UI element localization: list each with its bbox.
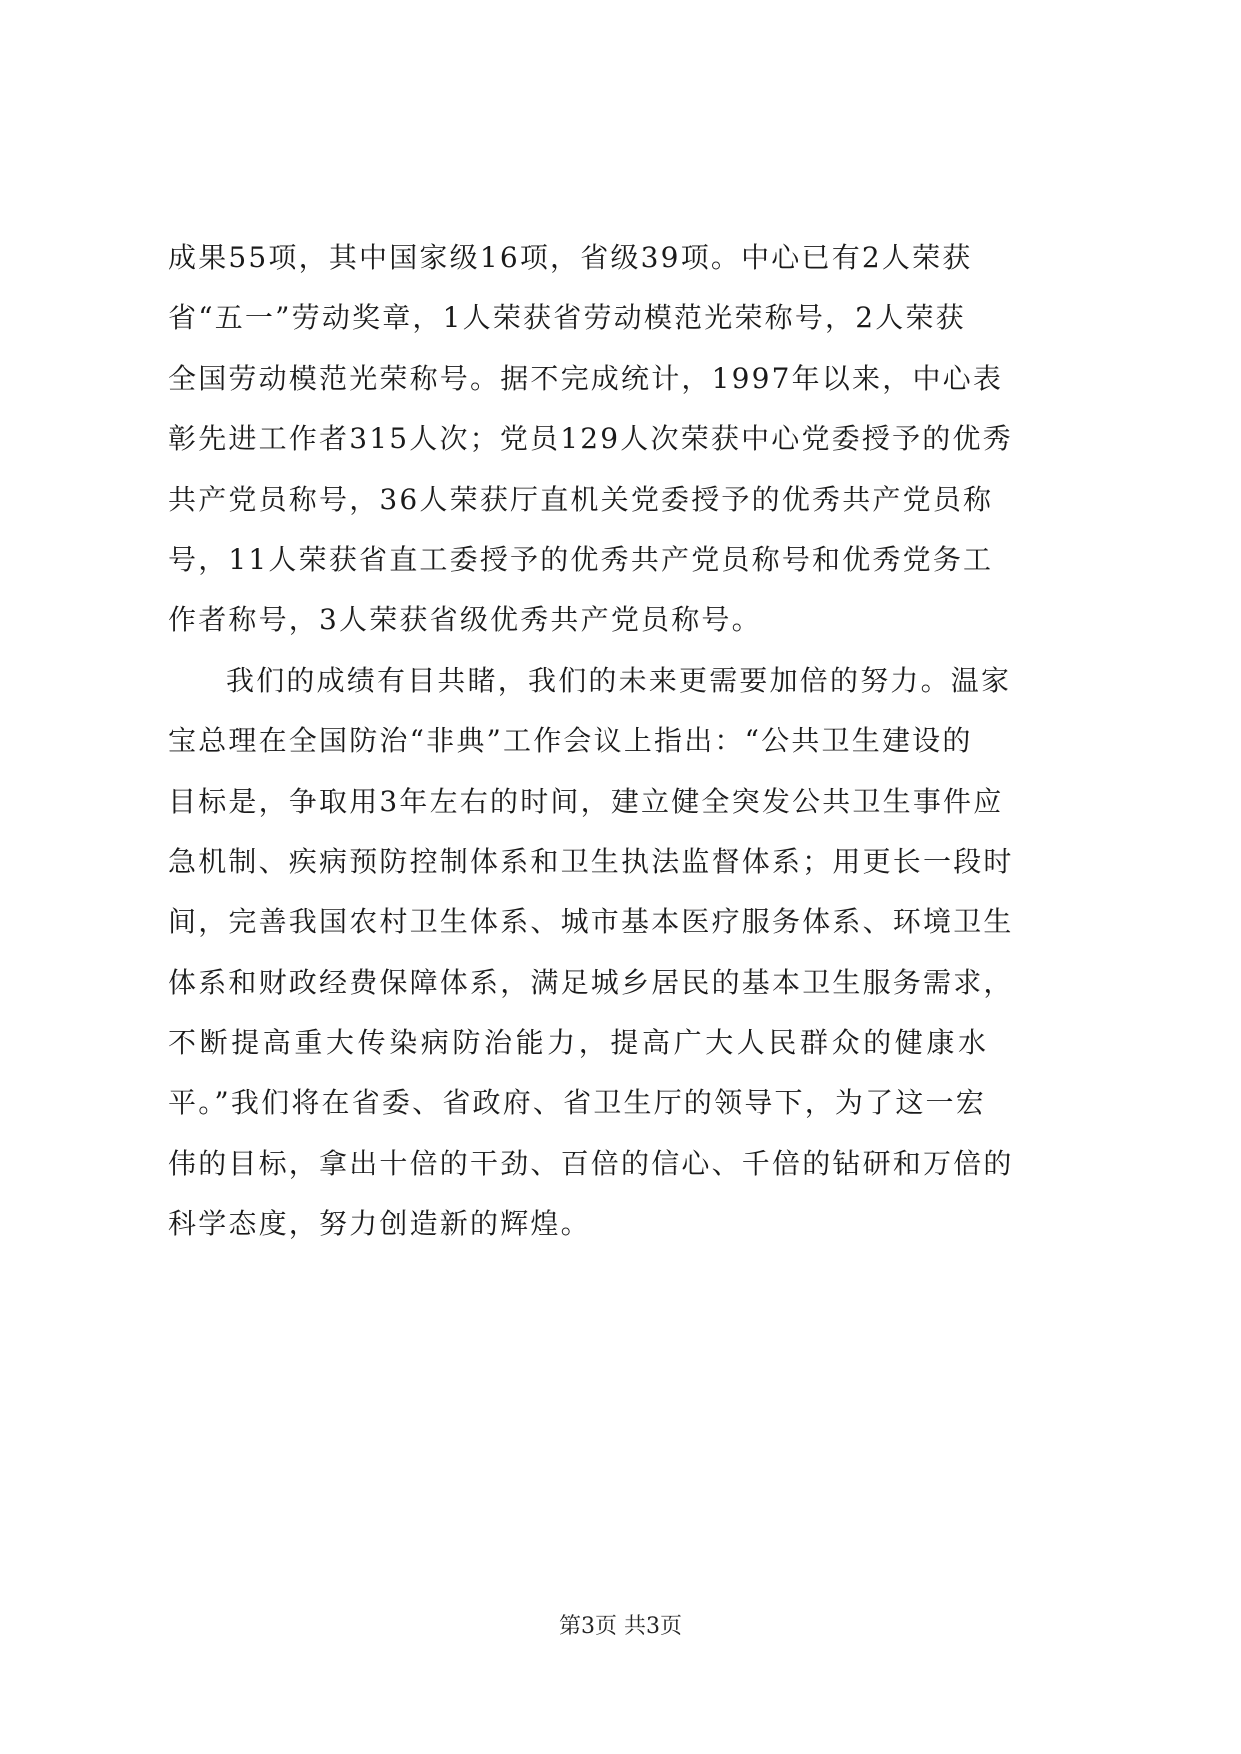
text-line: 宝总理在全国防治“非典”工作会议上指出：“公共卫生建设的 <box>168 724 973 758</box>
text-line: 急机制、疾病预防控制体系和卫生执法监督体系；用更长一段时 <box>168 844 1014 878</box>
text-line: 科学态度，努力创造新的辉煌。 <box>168 1207 591 1241</box>
text-line: 体系和财政经费保障体系，满足城乡居民的基本卫生服务需求， <box>168 965 1014 999</box>
text-line: 间，完善我国农村卫生体系、城市基本医疗服务体系、环境卫生 <box>168 905 1014 939</box>
text-line: 不断提高重大传染病防治能力，提高广大人民群众的健康水 <box>168 1026 990 1060</box>
text-line: 共产党员称号，36人荣获厅直机关党委授予的优秀共产党员称 <box>168 482 994 516</box>
page-number: 第3页 共3页 <box>559 1614 682 1639</box>
text-line: 彰先进工作者315人次；党员129人次荣获中心党委授予的优秀 <box>168 422 1013 456</box>
text-line: 号，11人荣获省直工委授予的优秀共产党员称号和优秀党务工 <box>168 542 994 576</box>
text-line: 作者称号，3人荣获省级优秀共产党员称号。 <box>168 603 762 637</box>
paragraph-first-line: 我们的成绩有目共睹，我们的未来更需要加倍的努力。温家 <box>226 663 1012 697</box>
text-line: 省“五一”劳动奖章，1人荣获省劳动模范光荣称号，2人荣获 <box>168 301 966 335</box>
text-line: 平。”我们将在省委、省政府、省卫生厅的领导下，为了这一宏 <box>168 1086 986 1120</box>
text-line: 目标是，争取用3年左右的时间，建立健全突发公共卫生事件应 <box>168 784 1004 818</box>
text-line: 成果55项，其中国家级16项，省级39项。中心已有2人荣获 <box>168 241 973 274</box>
text-line: 全国劳动模范光荣称号。据不完成统计，1997年以来，中心表 <box>168 361 1004 395</box>
body-text <box>168 228 1088 1255</box>
text-line: 伟的目标，拿出十倍的干劲、百倍的信心、千倍的钻研和万倍的 <box>168 1146 1014 1180</box>
